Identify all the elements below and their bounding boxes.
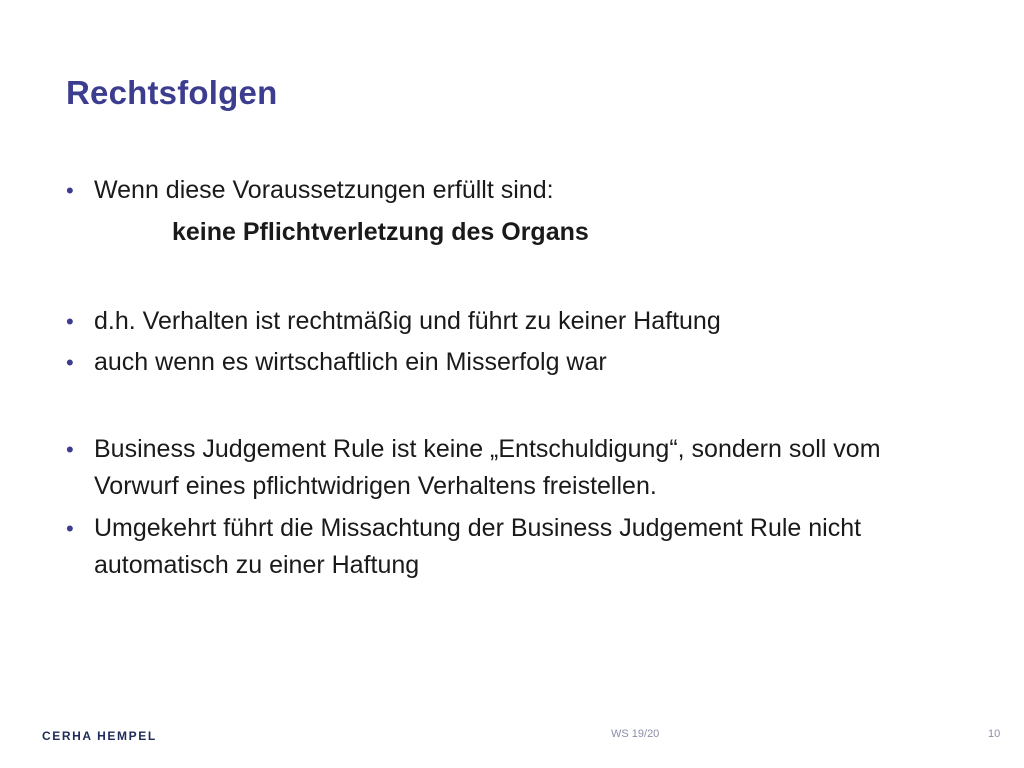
slide-title: Rechtsfolgen [66, 74, 278, 111]
sub-line: keine Pflichtverletzung des Organs [172, 218, 589, 246]
bullet-marker: • [66, 309, 74, 334]
bullet-text: Umgekehrt führt die Missachtung der Business Judgement Rule nicht automatisch zu einer Haftung [94, 514, 862, 579]
bullet-text: Business Judgement Rule ist keine „Entschuldigung“, sondern soll vom Vorwurf eines pflichtwidrigen Verhaltens freistellen. [94, 435, 881, 500]
bullet-text: Wenn diese Voraussetzungen erfüllt sind: [94, 176, 554, 204]
bullet-text: auch wenn es wirtschaftlich ein Misserfolg war [94, 348, 607, 376]
bullet-marker: • [66, 178, 74, 203]
bullet-marker: • [66, 516, 74, 541]
bullet-text: d.h. Verhalten ist rechtmäßig und führt zu keiner Haftung [94, 307, 721, 335]
page-number: 10 [988, 728, 1001, 740]
bullet-marker: • [66, 437, 74, 462]
company-logo: CERHA HEMPEL [42, 729, 157, 743]
footer-term: WS 19/20 [611, 728, 660, 740]
bullet-marker: • [66, 350, 74, 375]
